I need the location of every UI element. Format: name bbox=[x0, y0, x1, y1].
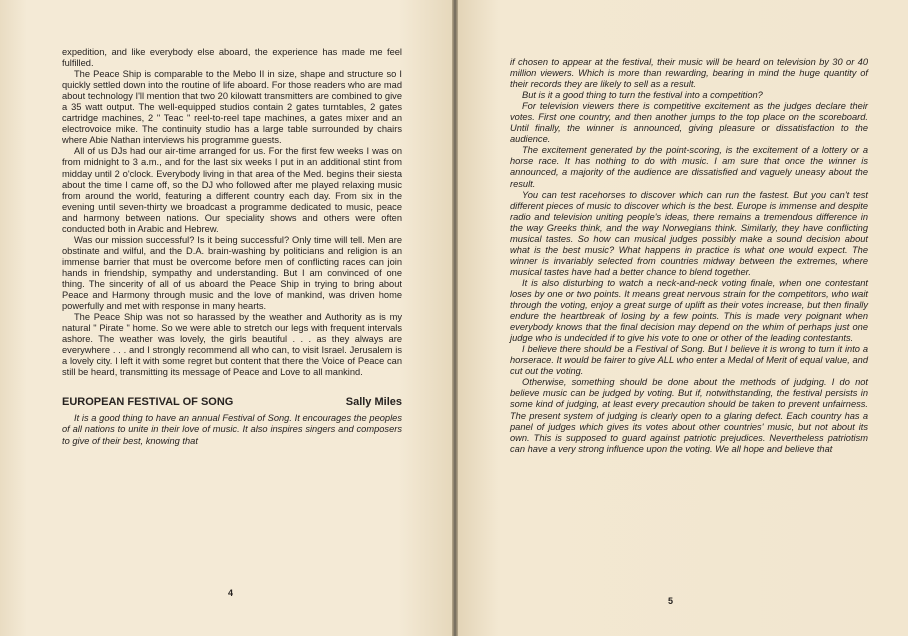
paragraph: I believe there should be a Festival of Song. But I believe it is wrong to turn it into a horserace. It would be fairer to give ALL who enter a Medal of Merit of equal value, and cut out the voting. bbox=[510, 344, 868, 377]
paragraph: The Peace Ship is comparable to the Mebo II in size, shape and structure so I quickly settled down into the routine of life aboard. For those readers who are mad about technology I'll mention that two 20 kilowatt transmitters are combined to give a 35 watt output. The well-equipped studios contain 2 gates turntables, 2 gates cartridge machines, 2 " Teac " reel-to-reel tape machines, a gates mixer and an electrovoice mike. The continuity studio has a large table surrounded by chairs where Abie Nathan interviews his programme guests. bbox=[62, 69, 402, 146]
paragraph: It is also disturbing to watch a neck-and-neck voting finale, when one contestant loses by one or two points. It means great nervous strain for the competitors, who wait through the voting, enjoy a great surge of uplift as their votes increase, but then finally endure the heartbreak of losing by a few points. This is made very poignant when everybody knows that the final decision may depend on the whim of perhaps just one judge who is undecided if to give his vote to one or other of the leading contestants. bbox=[510, 277, 868, 344]
section-title: EUROPEAN FESTIVAL OF SONG bbox=[62, 396, 234, 409]
paragraph: The excitement generated by the point-scoring, is the excitement of a lottery or a horse race. It has nothing to do with music. I am sure that once the winner is announced, a majority of the audience are dissatisfied and vaguely uneasy about the result. bbox=[510, 145, 868, 189]
paragraph: Otherwise, something should be done about the methods of judging. I do not believe music can be judged by voting. But if, notwithstanding, the festival persists in some kind of judging, at least every precaution should be taken to prevent unfairness. The present system of judging is clearly open to a glaring defect. Each country has a panel of judges which gives its votes about other countries' music, but not about its own. This is supposed to guard against patriotic prejudices. Nevertheless patriotism can have a very strong influence upon the voting. We all hope and believe that bbox=[510, 377, 868, 454]
paragraph: But is it a good thing to turn the festival into a competition? bbox=[522, 90, 763, 101]
right-page bbox=[458, 0, 908, 636]
right-page-body bbox=[510, 57, 868, 455]
page-number-left: 4 bbox=[228, 588, 234, 598]
paragraph: You can test racehorses to discover which can run the fastest. But you can't test different pieces of music to discover which is the best. Europe is immense and despite radio and television uniting people's ideas, there remains a tremendous difference in the way Greeks think, and the way Norwegians think. Similarly, they have conflicting musical tastes. So how can musical judges possibly make a sound decision about what is the best music? What happens in practice is what one would expect. The winner is invariably selected from countries midway between the extremes, where musical tastes have had a better chance to blend together. bbox=[510, 189, 868, 277]
page-number-right: 5 bbox=[668, 596, 674, 606]
paragraph: For television viewers there is competitive excitement as the judges declare their votes. First one country, and then another jumps to the top place on the scoreboard. Until finally, the winner is announced, giving pleasure or dissatisfaction to the audience. bbox=[510, 101, 868, 145]
paragraph: The Peace Ship was not so harassed by the weather and Authority as is my natural " Pirate " home. So we were able to stretch our legs with frequent intervals ashore. The weather was lovely, the girls beautiful . . . as they always are everywhere . . . and I strongly recommend all who can, to visit Israel. Jerusalem is a lovely city. I left it with some regret but content that there the Voice of Peace can still be heard, transmitting its message of Peace and Love to all mankind. bbox=[62, 312, 402, 378]
paragraph: if chosen to appear at the festival, their music will be heard on television by 30 or 40 million viewers. Which is more than rewarding, bearing in mind the huge quantity of their records they are likely to sell as a result. bbox=[510, 57, 868, 90]
section-intro: It is a good thing to have an annual Festival of Song. It encourages the peoples of all nations to unite in their love of music. It also inspires singers and composers to give of their best, knowing that bbox=[62, 413, 402, 446]
section-heading bbox=[62, 396, 402, 408]
paragraph: expedition, and like everybody else aboard, the experience has made me feel fulfilled. bbox=[62, 47, 402, 69]
left-page bbox=[0, 0, 452, 636]
section-author: Sally Miles bbox=[345, 396, 402, 409]
left-page-body bbox=[62, 47, 402, 378]
paragraph: Was our mission successful? Is it being successful? Only time will tell. Men are obstinate and wilful, and the D.A. brain-washing by politicians and religion is an immense barrier that must be overcome before men of conflicting races can join hands in friendship, sympathy and understanding. But I am convinced of one thing. The sincerity of all of us aboard the Peace Ship in trying to bring about Peace and Harmony through music and the love of mankind, was driven home powerfully and met with response in many hearts. bbox=[62, 234, 402, 312]
paragraph: All of us DJs had our air-time arranged for us. For the first few weeks I was on from midnight to 3 a.m., and for the last six weeks I put in an additional stint from midday until 2 o'clock. Everybody living in that area of the Med. begins their siesta about the time I came off, so the DJ who followed after me played relaxing music from around the world, featuring a different country each day. From six in the evening until seven-thirty we broadcast a programme dedicated to music, peace and harmony between nations. Our speciality shows and others were often conducted both in Arabic and Hebrew. bbox=[62, 146, 402, 234]
